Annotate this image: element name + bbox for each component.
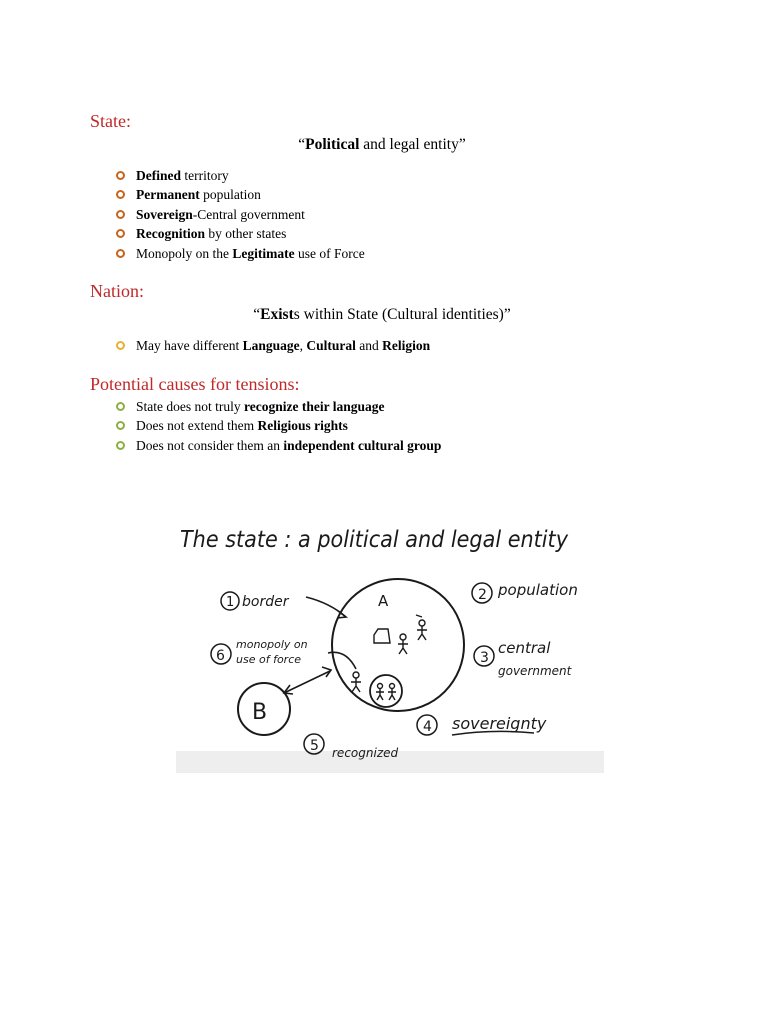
monopoly-label: monopoly on (236, 638, 308, 651)
item-bold: Religious rights (257, 418, 348, 434)
people-figures-icon (351, 615, 427, 700)
state-criteria-list (116, 166, 365, 263)
list-item (116, 205, 365, 224)
item-bold: recognize their language (244, 399, 385, 414)
number-label: 1 (226, 595, 235, 610)
item-text: and (355, 338, 383, 353)
item-text: State does not truly (136, 399, 244, 414)
quote-rest: s within State (Cultural identities)” (293, 306, 511, 323)
bullet-ring-icon (116, 190, 125, 199)
bullet-ring-icon (116, 402, 125, 411)
item-bold: Permanent (136, 187, 200, 203)
bullet-ring-icon (116, 421, 125, 430)
bullet-ring-icon (116, 441, 125, 450)
item-text: territory (181, 168, 229, 183)
state-sketch-image (176, 503, 604, 773)
list-item (116, 185, 365, 204)
list-item (116, 416, 441, 435)
list-item (116, 436, 441, 455)
quote-open: “ (253, 306, 261, 323)
tensions-list (116, 397, 441, 455)
bullet-ring-icon (116, 210, 125, 219)
sketch-title: The state : a political and legal entity (180, 527, 569, 553)
quote-rest: and legal entity” (359, 136, 466, 153)
item-bold: Sovereign (136, 206, 193, 222)
state-definition-quote (0, 137, 768, 153)
quote-bold-term: Political (305, 136, 360, 153)
bullet-ring-icon (116, 341, 125, 350)
bullet-ring-icon (116, 229, 125, 238)
item-text: Does not consider them an (136, 437, 284, 453)
state-b-label: B (252, 700, 268, 725)
government-label: government (498, 664, 572, 678)
bullet-ring-icon (116, 171, 125, 180)
number-label: 5 (310, 738, 319, 754)
number-label: 2 (478, 587, 487, 603)
list-item (116, 224, 365, 243)
item-text: -Central government (192, 206, 305, 222)
item-bold: Legitimate (232, 245, 295, 261)
item-text: population (199, 187, 261, 203)
tensions-heading: Potential causes for tensions: (90, 374, 300, 394)
item-bold: Recognition (136, 226, 205, 242)
item-bold: independent cultural group (283, 437, 442, 453)
item-text: Monopoly on the (136, 245, 233, 261)
number-label: 6 (216, 648, 225, 664)
minority-circle (370, 675, 402, 707)
number-label: 3 (480, 650, 489, 666)
list-item (116, 336, 430, 355)
nation-heading: Nation: (90, 281, 144, 301)
item-bold: Defined (136, 168, 181, 183)
number-label: 4 (423, 719, 432, 735)
item-text: by other states (205, 226, 287, 242)
nation-definition-quote (0, 307, 768, 323)
nation-traits-list (116, 336, 430, 355)
item-bold: Religion (382, 338, 431, 353)
use-of-force-label: use of force (236, 653, 302, 666)
bullet-ring-icon (116, 249, 125, 258)
state-heading: State: (90, 111, 131, 131)
item-text: May have different (136, 338, 243, 353)
item-text: , (299, 338, 307, 353)
central-label: central (498, 639, 551, 657)
border-label: border (242, 594, 289, 610)
quote-open: “ (298, 136, 306, 153)
list-item (116, 166, 365, 185)
list-item (116, 244, 365, 263)
state-a-label: A (378, 592, 389, 610)
sovereignty-label: sovereignty (452, 714, 547, 733)
population-label: population (498, 581, 578, 599)
item-text: Does not extend them (136, 418, 258, 434)
item-bold: Language (242, 338, 300, 353)
quote-bold-term: Exist (260, 306, 294, 323)
recognized-label: recognized (332, 746, 399, 760)
item-text: use of Force (294, 245, 365, 261)
list-item (116, 397, 441, 416)
item-bold: Cultural (306, 338, 356, 353)
sketch-drawing (176, 503, 604, 773)
